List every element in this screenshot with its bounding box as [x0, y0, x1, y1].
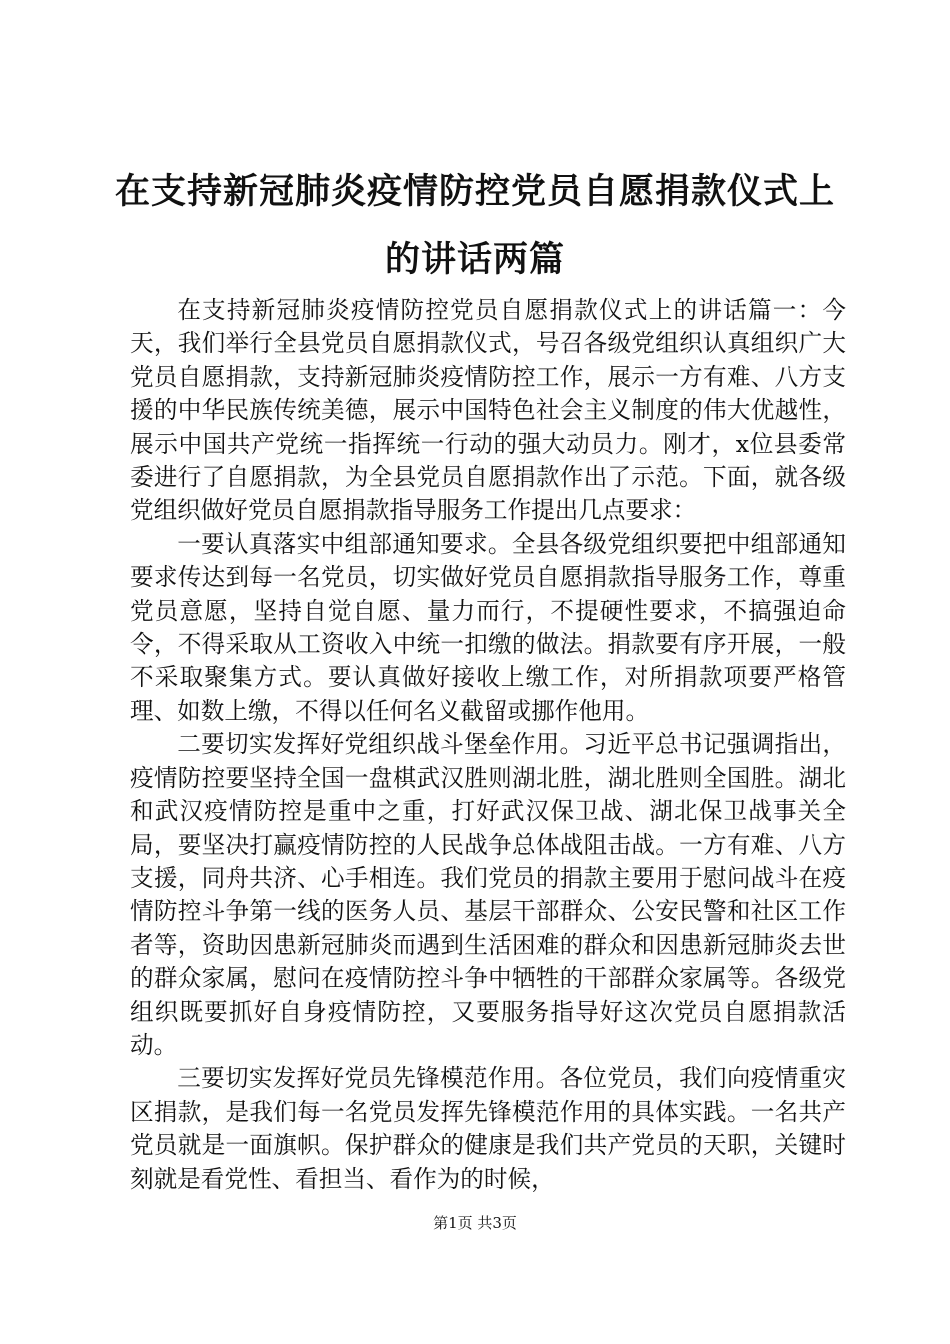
paragraph-3: 二要切实发挥好党组织战斗堡垒作用。习近平总书记强调指出，疫情防控要坚持全国一盘棋武汉胜则湖北胜，湖北胜则全国胜。湖北和武汉疫情防控是重中之重，打好武汉保卫战、湖北保卫战事关全局，要坚决打赢疫情防控的人民战争总体战阻击战。一方有难、八方支援，同舟共济、心手相连。我们党员的捐款主要用于慰问战斗在疫情防控斗争第一线的医务人员、基层干部群众、公安民警和社区工作者等，资助因患新冠肺炎而遇到生活困难的群众和因患新冠肺炎去世的群众家属，慰问在疫情防控斗争中牺牲的干部群众家属等。各级党组织既要抓好自身疫情防控，又要服务指导好这次党员自愿捐款活动。 — [130, 730, 846, 1059]
paragraph-2: 一要认真落实中组部通知要求。全县各级党组织要把中组部通知要求传达到每一名党员，切实做好党员自愿捐款指导服务工作，尊重党员意愿，坚持自觉自愿、量力而行，不提硬性要求，不搞强迫命令，不得采取从工资收入中统一扣缴的做法。捐款要有序开展，一般不采取聚集方式。要认真做好接收上缴工作，对所捐款项要严格管理、如数上缴，不得以任何名义截留或挪作他用。 — [130, 529, 846, 725]
document-body — [130, 294, 846, 1196]
paragraph-4: 三要切实发挥好党员先锋模范作用。各位党员，我们向疫情重灾区捐款，是我们每一名党员发挥先锋模范作用的具体实践。一名共产党员就是一面旗帜。保护群众的健康是我们共产党员的天职，关键时刻就是看党性、看担当、看作为的时候， — [130, 1064, 846, 1193]
page-footer: 第1页 共3页 — [433, 1214, 517, 1232]
paragraph-1: 在支持新冠肺炎疫情防控党员自愿捐款仪式上的讲话篇一：今天，我们举行全县党员自愿捐款仪式，号召各级党组织认真组织广大党员自愿捐款，支持新冠肺炎疫情防控工作，展示一方有难、八方支援的中华民族传统美德，展示中国特色社会主义制度的伟大优越性，展示中国共产党统一指挥统一行动的强大动员力。刚才，x位县委常委进行了自愿捐款，为全县党员自愿捐款作出了示范。下面，就各级党组织做好党员自愿捐款指导服务工作提出几点要求： — [130, 296, 846, 525]
document-title: 在支持新冠肺炎疫情防控党员自愿捐款仪式上的讲话两篇 — [114, 171, 835, 280]
